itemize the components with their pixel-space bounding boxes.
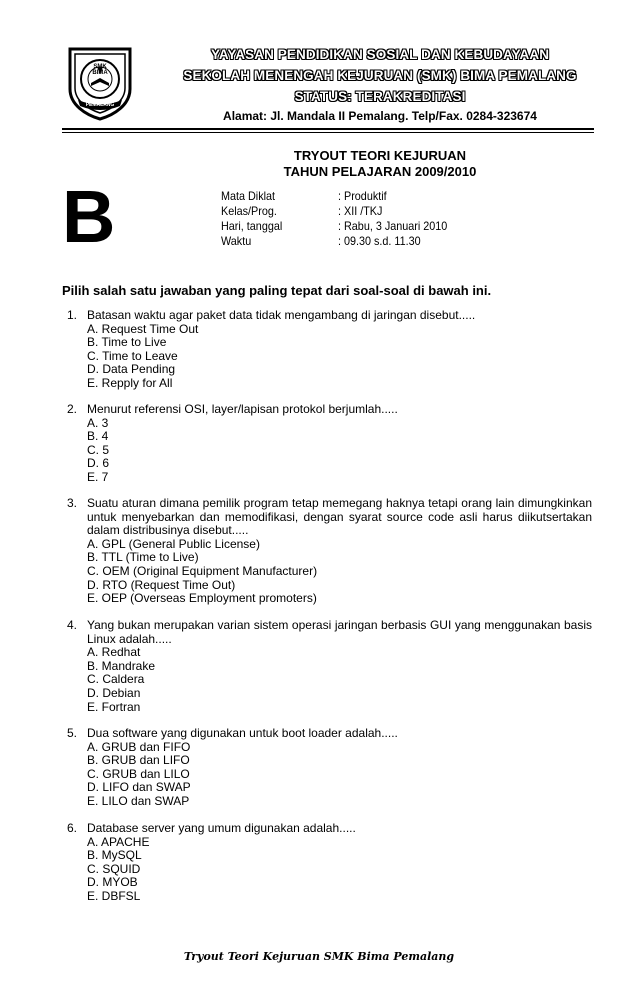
- option-e: E. Fortran: [87, 699, 141, 714]
- meta-label-class: Kelas/Prog.: [221, 204, 277, 218]
- meta-label-time: Waktu: [221, 234, 252, 248]
- option-b: B. Mandrake: [87, 658, 156, 673]
- logo-banner-text: PEMALANG: [85, 102, 115, 108]
- option-d: D. Debian: [87, 685, 141, 700]
- exam-title: TRYOUT TEORI KEJURUAN: [293, 148, 467, 163]
- option-d: D. 6: [87, 456, 110, 471]
- question-4: [67, 619, 592, 714]
- meta-value-time: : 09.30 s.d. 11.30: [338, 234, 421, 248]
- meta-label-subject: Mata Diklat: [221, 189, 276, 203]
- option-c: C. Caldera: [87, 672, 145, 687]
- question-stem: Database server yang umum digunakan adalah.....: [87, 821, 356, 835]
- meta-value-subject: : Produktif: [338, 189, 387, 203]
- question-number: 3.: [67, 496, 78, 510]
- meta-value-class: : XII /TKJ: [338, 204, 383, 218]
- school-address: Alamat: Jl. Mandala II Pemalang. Telp/Fax. 0284-323674: [223, 109, 537, 123]
- question-6: [67, 822, 592, 904]
- option-b: B. 4: [87, 429, 109, 444]
- option-a: A. 3: [87, 415, 109, 430]
- exam-year: TAHUN PELAJARAN 2009/2010: [283, 164, 477, 179]
- question-3: [67, 497, 592, 606]
- option-b: B. Time to Live: [87, 335, 167, 350]
- question-stem: Menurut referensi OSI, layer/lapisan protokol berjumlah.....: [87, 402, 398, 416]
- option-c: C. GRUB dan LILO: [87, 766, 190, 781]
- option-b: B. MySQL: [87, 848, 142, 863]
- question-number: 1.: [67, 308, 78, 322]
- option-c: C. Time to Leave: [87, 348, 178, 363]
- option-b: B. TTL (Time to Live): [87, 550, 199, 565]
- question-number: 4.: [67, 618, 78, 632]
- question-stem: Batasan waktu agar paket data tidak mengambang di jaringan disebut.....: [87, 308, 476, 322]
- option-e: E. LILO dan SWAP: [87, 793, 190, 808]
- logo-ring-text: SMK BIMA: [92, 64, 108, 76]
- option-e: E. 7: [87, 469, 109, 484]
- option-d: D. RTO (Request Time Out): [87, 577, 236, 592]
- school-logo: [64, 45, 136, 121]
- option-d: D. LIFO dan SWAP: [87, 780, 191, 795]
- question-stem: Dua software yang digunakan untuk boot loader adalah.....: [87, 726, 398, 740]
- foundation-name: YAYASAN PENDIDIKAN SOSIAL DAN KEBUDAYAAN: [210, 47, 550, 62]
- question-number: 6.: [67, 821, 78, 835]
- school-name: SEKOLAH MENENGAH KEJURUAN (SMK) BIMA PEMALANG: [183, 68, 577, 83]
- question-2: [67, 403, 592, 485]
- option-c: C. SQUID: [87, 861, 141, 876]
- question-1: [67, 309, 592, 391]
- option-a: A. GPL (General Public License): [87, 536, 260, 551]
- meta-value-date: : Rabu, 3 Januari 2010: [338, 219, 448, 233]
- option-c: C. 5: [87, 442, 110, 457]
- option-e: E. Repply for All: [87, 375, 173, 390]
- option-a: A. Redhat: [87, 645, 141, 660]
- exam-variant-letter: B: [62, 175, 116, 258]
- instruction-text: Pilih salah satu jawaban yang paling tepat dari soal-soal di bawah ini.: [62, 283, 492, 298]
- header-divider-thin: [62, 132, 594, 133]
- meta-label-date: Hari, tanggal: [221, 219, 283, 233]
- option-b: B. GRUB dan LIFO: [87, 753, 190, 768]
- option-e: E. OEP (Overseas Employment promoters): [87, 591, 317, 606]
- header-divider-thick: [62, 128, 594, 130]
- question-number: 2.: [67, 402, 78, 416]
- question-stem: Yang bukan merupakan varian sistem operasi jaringan berbasis GUI yang menggunakan basis Linux adalah.....: [87, 618, 592, 646]
- option-d: D. MYOB: [87, 875, 138, 890]
- option-a: A. GRUB dan FIFO: [87, 739, 191, 754]
- option-a: A. Request Time Out: [87, 321, 199, 336]
- question-5: [67, 727, 592, 809]
- option-e: E. DBFSL: [87, 888, 141, 903]
- question-stem: Suatu aturan dimana pemilik program tetap memegang haknya tetapi orang lain dimungkinkan untuk menyebarkan dan memodifikasi, dengan syarat source code asli harus diikutsertakan dalam distribusinya disebut.....: [87, 496, 592, 538]
- question-number: 5.: [67, 726, 78, 740]
- page-footer: Tryout Teori Kejuruan SMK Bima Pemalang: [183, 950, 455, 963]
- option-d: D. Data Pending: [87, 362, 176, 377]
- option-c: C. OEM (Original Equipment Manufacturer): [87, 563, 318, 578]
- option-a: A. APACHE: [87, 834, 150, 849]
- accreditation-status: STATUS: TERAKREDITASI: [294, 89, 466, 104]
